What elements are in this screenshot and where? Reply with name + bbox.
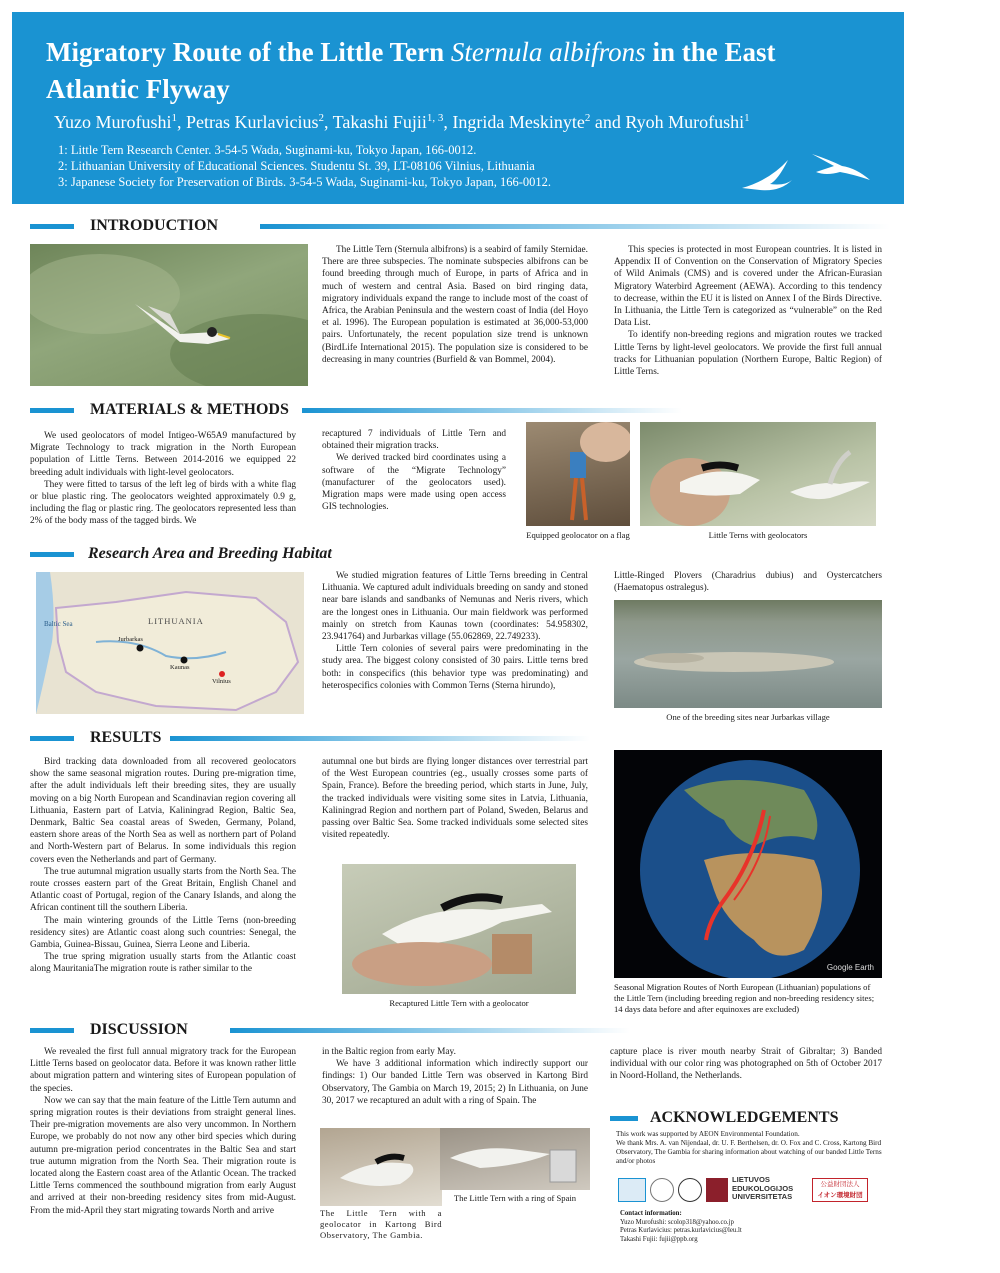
author: Ingrida Meskinyte bbox=[452, 112, 585, 132]
author: Takashi Fujii bbox=[332, 112, 427, 132]
globe-brand: Google Earth bbox=[826, 963, 874, 972]
flying-tern-photo bbox=[30, 244, 308, 386]
discussion-text-col3: capture place is river mouth nearby Strait of Gibraltar; 3) Banded individual with our color ring was photographed on 5th of October 2017 in Noord-Holland, the Netherlands. bbox=[610, 1047, 882, 1082]
section-header-results: RESULTS bbox=[30, 726, 900, 752]
materials-text-col2: recaptured 7 individuals of Little Tern and obtained their migration tracks. We derived tracked bird coordinates using a software of the “Migrate Technology” (manufacturer of the geolocators used). Migration maps were made using open access GIS technologies. bbox=[322, 429, 506, 513]
university-logo-text: LIETUVOS EDUKOLOGIJOS UNIVERSITETAS bbox=[732, 1175, 794, 1202]
author: Petras Kurlavicius bbox=[186, 112, 319, 132]
results-text-col2: autumnal one but birds are flying longer distances over terrestrial part of the West European countries (eg., usually crosses some parts of Spain, France). Before the breeding period, which starts in June, July, the tracked individuals were visiting some sites in Latvia, Lithuania, Kaliningrad Region and northern part of Poland, Sweden, Belarus and passing over Baltic Sea. Some tracked individuals some selected sites visited repeatedly. bbox=[322, 757, 588, 841]
tern-logo-icon bbox=[730, 140, 900, 198]
section-header-research-area: Research Area and Breeding Habitat bbox=[30, 542, 900, 568]
spain-ring-tern-photo bbox=[440, 1128, 590, 1190]
contact-line: Petras Kurlavicius: petras.kurlavicius@leu.lt bbox=[620, 1227, 742, 1235]
migration-globe-map bbox=[614, 750, 882, 978]
map-label-city: Jurbarkas bbox=[118, 636, 143, 643]
research-center-logo-icon bbox=[678, 1178, 702, 1202]
poster-title: Migratory Route of the Little Tern Sternula albifrons in the East Atlantic Flyway bbox=[46, 37, 776, 104]
section-header-acknowledgements: ACKNOWLEDGEMENTS bbox=[610, 1106, 900, 1132]
society-logo-icon bbox=[650, 1178, 674, 1202]
results-text-col1: Bird tracking data downloaded from all recovered geolocators show the same seasonal migration routes. During pre-migration time, after the adult individuals left their breeding sites, they are usually moving on a big North European and Scandinavian region covering all Lithuania, Eastern part of Latvia, Kaliningrad Region, Baltic Sea, Denmark, Baltic Sea coastal areas of Sweden, Germany, Poland, eastern shore areas of the North Sea as well as northern part of Poland and North-Western part of Belarus. In some individuals this region covers even the Netherlands and part of Germany. The true autumnal migration usually starts from the North Sea. The route crosses eastern part of the Great Britain, English Chanel and Atlantic coast of Portugal, region of the Canary Islands, and along the African continent till the southern Liberia. The main wintering grounds of the Little Terns (non-breeding residency sites) are Atlantic coast along such countries: Senegal, the Gambia, Guinea-Bissau, Guinea, Sierra Leone and Liberia. The true spring migration usually starts from the Atlantic coast along MauritaniaThe migration route is rather similar to the bbox=[30, 757, 296, 975]
affiliation: 2: Lithuanian University of Educational Sciences. Studentu St. 39, LT-08106 Vilnius, Lithuania bbox=[58, 159, 535, 173]
caption-breeding-site: One of the breeding sites near Jurbarkas village bbox=[666, 712, 830, 722]
research-text-col2: Little-Ringed Plovers (Charadrius dubius) and Oystercatchers (Haematopus ostralegus). bbox=[614, 571, 882, 594]
caption-terns-geolocators: Little Terns with geolocators bbox=[708, 530, 808, 540]
terns-with-geolocators-photo bbox=[640, 422, 876, 526]
discussion-text-col1: We revealed the first full annual migratory track for the European Little Terns based on geolocator data. Before it was known rather little about migration pattern and wintering sites of European population of the species. Now we can say that the main feature of the Little Tern autumn and spring migration routes is their deviations from straight general lines. Their pre-migration movements are also very uncommon. In Northern Europe, we probably do not now any other bird species which during autumn pre-migration period concentrates in the Baltic Sea and start true autumn migration from the North Sea. Their migration route is located along the Eastern coast area of the Atlantic Ocean. The tracked Little Terns commenced the southbound migration from early August and arrived at their non-breeding residency sites from mid-August. From the mid-April they start migrating towards North and arrive bbox=[30, 1047, 296, 1216]
section-header-introduction: INTRODUCTION bbox=[30, 214, 900, 240]
map-label-sea: Baltic Sea bbox=[44, 620, 73, 628]
breeding-site-photo bbox=[614, 600, 882, 708]
caption-migration-map: Seasonal Migration Routes of North European (Lithuanian) populations of the Little Tern (including breeding region and non-breeding residency sites; 14 days data before and after equinoxes are excluded) bbox=[614, 982, 875, 1014]
affiliation: 1: Little Tern Research Center. 3-54-5 Wada, Suginami-ku, Tokyo Japan, 166-0012. bbox=[58, 143, 477, 157]
map-label-country: LITHUANIA bbox=[148, 616, 204, 626]
author-list: Yuzo Murofushi$^1$, Petras Kurlavicius$^2$, Takashi Fujii$^{1, 3}$, Ingrida Meskinyte$^2$ and Ryoh Murofushi$^1$ bbox=[54, 112, 750, 132]
author: Yuzo Murofushi bbox=[54, 112, 172, 132]
materials-text-col1: We used geolocators of model Intigeo-W65A9 manufactured by Migrate Technology to track migration in the North European population of Little Terns. Between 2014-2016 we equipped 22 breeding adult individuals with light-level geolocators. They were fitted to tarsus of the left leg of birds with a white flag or blue plastic ring. The geolocators weighted approximately 0.9 g, including the flag or plastic ring. The geolocators represented less than 2% of the body mass of the tagged birds. We bbox=[30, 431, 296, 527]
discussion-text-col2: in the Baltic region from early May. We have 3 additional information which indirectly support our findings: 1) Our banded Little Tern was observed in Kartong Bird Observatory, The Gambia on March 19, 2015; 2) In Lithuania, on June 30, 2017 we recaptured an adult with a ring of Spain. The bbox=[322, 1047, 588, 1106]
caption-recaptured-tern: Recaptured Little Tern with a geolocator bbox=[389, 998, 529, 1008]
lithuania-map bbox=[36, 572, 304, 714]
aeon-logo-icon bbox=[618, 1178, 646, 1202]
sponsor-logos bbox=[616, 1176, 886, 1206]
map-label-city: Vilnius bbox=[212, 678, 231, 685]
section-header-discussion: DISCUSSION bbox=[30, 1018, 900, 1044]
geolocator-flag-photo bbox=[526, 422, 630, 526]
university-crest-icon bbox=[706, 1178, 728, 1202]
kartong-tern-photo bbox=[320, 1128, 442, 1206]
author: Ryoh Murofushi bbox=[625, 112, 745, 132]
map-label-city: Kaunas bbox=[170, 664, 190, 671]
contact-info: Contact information: Yuzo Murofushi: scolop318@yahoo.co.jp Petras Kurlavicius: petras.kurlavicius@leu.lt Takashi Fujii: fujii@ppb.org bbox=[620, 1210, 882, 1244]
intro-text-col1: The Little Tern (Sternula albifrons) is a seabird of family Sternidae. There are three subspecies. The nominate subspecies albifrons can be found breeding through much of Europe, in parts of Africa and in much of western and central Asia. Based on bird ringing data, migratory individuals expand the range to include most of the coast of Africa, the Arabian Peninsula and the western coast of India (del Hoyo et al. 1996). The European population is estimated at 36,000-53,000 pairs. Unfortunately, the recent population size trend is unknown (BirdLife International 2015). The population size is considered to be decreasing in many countries (Burfield & van Bommel, 2004). bbox=[322, 245, 588, 365]
research-text-col1: We studied migration features of Little Terns breeding in Central Lithuania. We captured adult individuals breeding on sandy and stoned near bare islands and sandbanks of Nemunas and Neris rivers, which are the longest ones in Lithuania. Our main fieldwork was performed mainly on stretch from Kaunas town (coordinates: 54.958302, 23.941764) and Jurbarkas village (55.062869, 22.749233). Little Tern colonies of several pairs were predominating in the study area. The biggest colony consisted of 30 pairs. Little terns bred both: in conspecifics (this behavior type was predominating) and heterospecifics colonies with Common Terns (Sterna hirundo), bbox=[322, 571, 588, 691]
caption-geolocator-flag: Equipped geolocator on a flag bbox=[526, 530, 630, 540]
section-header-materials: MATERIALS & METHODS bbox=[30, 398, 900, 424]
aeon-foundation-logo: 公益財団法人 イオン環境財団 bbox=[812, 1178, 868, 1202]
caption-kartong-tern: The Little Tern with a geolocator in Kartong Bird Observatory, The Gambia. bbox=[320, 1208, 442, 1240]
affiliation: 3: Japanese Society for Preservation of Birds. 3-54-5 Wada, Suginami-ku, Tokyo Japan, 166-0012. bbox=[58, 175, 552, 189]
caption-spain-ring: The Little Tern with a ring of Spain bbox=[453, 1193, 577, 1203]
recaptured-tern-photo bbox=[342, 864, 576, 994]
contact-line: Takashi Fujii: fujii@ppb.org bbox=[620, 1235, 698, 1243]
acknowledgements-text: This work was supported by AEON Environmental Foundation. We thank Mrs. A. van Nijendaal, dr. U. F. Berthelsen, dr. O. Fox and C. Cross, Kartong Bird Observatory, The Gambia for sharing information about watching of our banded Little Terns and/or photos bbox=[616, 1130, 882, 1165]
contact-line: Yuzo Murofushi: scolop318@yahoo.co.jp bbox=[620, 1218, 734, 1226]
intro-text-col2: This species is protected in most European countries. It is listed in Appendix II of Convention on the Conservation of Migratory Species of Wild Animals (CMS) and is covered under the African-Eurasian Migratory Waterbird Agreement (AEWA). According to this tendency to decrease, within the EU it is listed on Annex I of the Birds Directive. In Lithuania, the Little Tern is categorized as “vulnerable” on the Red Data List. To identify non-breeding regions and migration routes we tracked Little Terns by light-level geolocators. We provide the first full annual tracks for Lithuanian population (Northern Europe, Baltic Region) of Little Terns. bbox=[614, 245, 882, 378]
